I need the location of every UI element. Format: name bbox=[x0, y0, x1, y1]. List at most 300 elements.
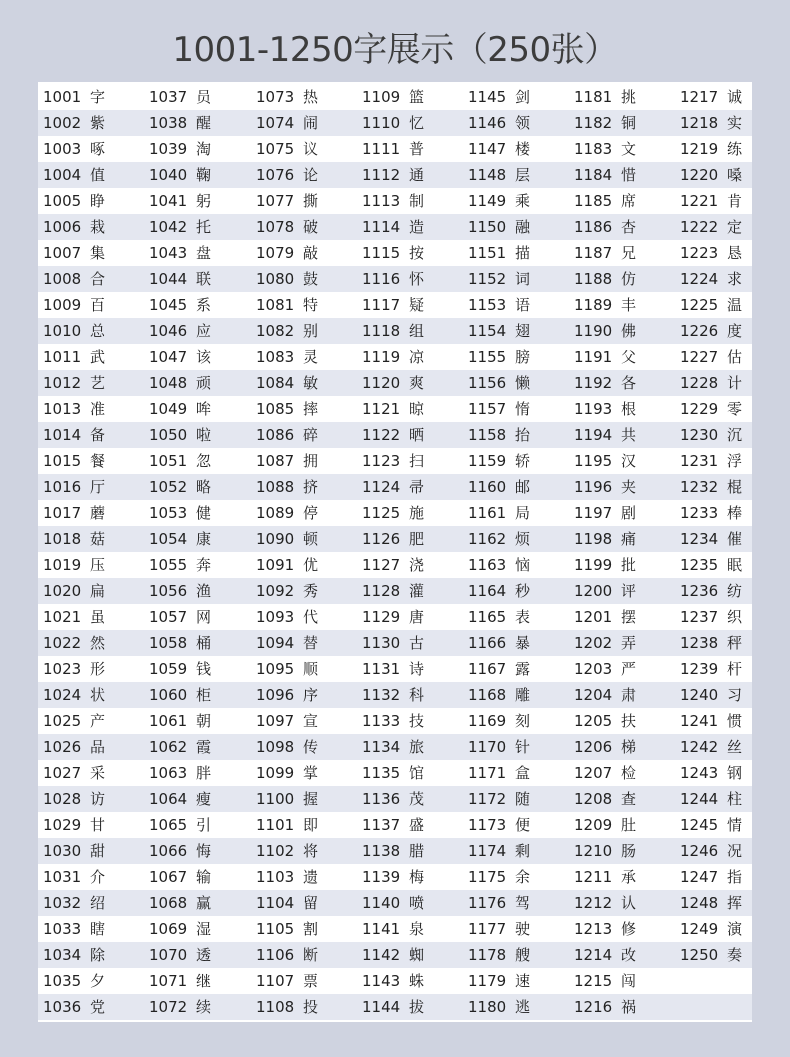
chinese-character: 肯 bbox=[727, 192, 743, 210]
char-number: 1075 bbox=[256, 140, 295, 158]
chinese-character: 续 bbox=[196, 998, 212, 1016]
chinese-character: 热 bbox=[303, 88, 319, 106]
chinese-character: 喷 bbox=[409, 894, 425, 912]
chinese-character: 制 bbox=[409, 192, 425, 210]
chinese-character: 弄 bbox=[621, 634, 637, 652]
char-number: 1226 bbox=[680, 322, 719, 340]
table-row bbox=[38, 942, 752, 968]
char-number: 1036 bbox=[43, 998, 82, 1016]
chinese-character: 逃 bbox=[515, 998, 531, 1016]
char-number: 1152 bbox=[468, 270, 507, 288]
chinese-character: 霞 bbox=[196, 738, 212, 756]
chinese-character: 惜 bbox=[621, 166, 637, 184]
chinese-character: 挤 bbox=[303, 478, 319, 496]
chinese-character: 甜 bbox=[90, 842, 106, 860]
char-number: 1176 bbox=[468, 894, 507, 912]
char-number: 1079 bbox=[256, 244, 295, 262]
char-number: 1107 bbox=[256, 972, 295, 990]
char-number: 1043 bbox=[149, 244, 188, 262]
char-number: 1214 bbox=[574, 946, 613, 964]
char-number: 1072 bbox=[149, 998, 188, 1016]
table-row bbox=[38, 864, 752, 890]
char-number: 1067 bbox=[149, 868, 188, 886]
char-number: 1177 bbox=[468, 920, 507, 938]
chinese-character: 烦 bbox=[515, 530, 531, 548]
table-row bbox=[38, 656, 752, 682]
char-number: 1096 bbox=[256, 686, 295, 704]
char-number: 1119 bbox=[362, 348, 401, 366]
chinese-character: 暴 bbox=[515, 634, 531, 652]
chinese-character: 顿 bbox=[303, 530, 319, 548]
chinese-character: 鞠 bbox=[196, 166, 212, 184]
chinese-character: 代 bbox=[303, 608, 319, 626]
chinese-character: 轿 bbox=[515, 452, 531, 470]
chinese-character: 剧 bbox=[621, 504, 637, 522]
char-number: 1156 bbox=[468, 374, 507, 392]
char-number: 1094 bbox=[256, 634, 295, 652]
chinese-character: 议 bbox=[303, 140, 319, 158]
chinese-character: 普 bbox=[409, 140, 425, 158]
chinese-character: 钢 bbox=[727, 764, 743, 782]
char-number: 1140 bbox=[362, 894, 401, 912]
char-number: 1182 bbox=[574, 114, 613, 132]
char-number: 1197 bbox=[574, 504, 613, 522]
char-number: 1163 bbox=[468, 556, 507, 574]
char-number: 1199 bbox=[574, 556, 613, 574]
char-number: 1201 bbox=[574, 608, 613, 626]
char-number: 1146 bbox=[468, 114, 507, 132]
char-number: 1064 bbox=[149, 790, 188, 808]
char-number: 1019 bbox=[43, 556, 82, 574]
table-row bbox=[38, 370, 752, 396]
char-number: 1126 bbox=[362, 530, 401, 548]
chinese-character: 古 bbox=[409, 634, 425, 652]
chinese-character: 惯 bbox=[727, 712, 743, 730]
char-number: 1098 bbox=[256, 738, 295, 756]
char-number: 1078 bbox=[256, 218, 295, 236]
table-row bbox=[38, 682, 752, 708]
char-number: 1031 bbox=[43, 868, 82, 886]
char-number: 1191 bbox=[574, 348, 613, 366]
chinese-character: 顽 bbox=[196, 374, 212, 392]
chinese-character: 棍 bbox=[727, 478, 743, 496]
char-number: 1007 bbox=[43, 244, 82, 262]
chinese-character: 闯 bbox=[621, 972, 637, 990]
char-number: 1212 bbox=[574, 894, 613, 912]
char-number: 1051 bbox=[149, 452, 188, 470]
char-number: 1129 bbox=[362, 608, 401, 626]
chinese-character: 引 bbox=[196, 816, 212, 834]
chinese-character: 备 bbox=[90, 426, 106, 444]
chinese-character: 剑 bbox=[515, 88, 531, 106]
character-table bbox=[38, 82, 752, 1022]
char-number: 1237 bbox=[680, 608, 719, 626]
chinese-character: 采 bbox=[90, 764, 106, 782]
char-number: 1006 bbox=[43, 218, 82, 236]
chinese-character: 形 bbox=[90, 660, 106, 678]
table-row bbox=[38, 318, 752, 344]
chinese-character: 瞎 bbox=[90, 920, 106, 938]
char-number: 1026 bbox=[43, 738, 82, 756]
chinese-character: 膀 bbox=[515, 348, 531, 366]
table-row bbox=[38, 968, 752, 994]
char-number: 1203 bbox=[574, 660, 613, 678]
chinese-character: 厅 bbox=[90, 478, 106, 496]
chinese-character: 扫 bbox=[409, 452, 425, 470]
char-number: 1039 bbox=[149, 140, 188, 158]
chinese-character: 网 bbox=[196, 608, 212, 626]
char-number: 1153 bbox=[468, 296, 507, 314]
char-number: 1125 bbox=[362, 504, 401, 522]
char-number: 1223 bbox=[680, 244, 719, 262]
char-number: 1225 bbox=[680, 296, 719, 314]
chinese-character: 表 bbox=[515, 608, 531, 626]
chinese-character: 瘦 bbox=[196, 790, 212, 808]
char-number: 1028 bbox=[43, 790, 82, 808]
chinese-character: 棒 bbox=[727, 504, 743, 522]
char-number: 1243 bbox=[680, 764, 719, 782]
chinese-character: 湿 bbox=[196, 920, 212, 938]
char-number: 1179 bbox=[468, 972, 507, 990]
chinese-character: 丝 bbox=[727, 738, 743, 756]
chinese-character: 输 bbox=[196, 868, 212, 886]
chinese-character: 别 bbox=[303, 322, 319, 340]
char-number: 1061 bbox=[149, 712, 188, 730]
char-number: 1030 bbox=[43, 842, 82, 860]
char-number: 1166 bbox=[468, 634, 507, 652]
chinese-character: 计 bbox=[727, 374, 743, 392]
chinese-character: 合 bbox=[90, 270, 106, 288]
char-number: 1001 bbox=[43, 88, 82, 106]
chinese-character: 躬 bbox=[196, 192, 212, 210]
table-row bbox=[38, 292, 752, 318]
char-number: 1230 bbox=[680, 426, 719, 444]
char-number: 1158 bbox=[468, 426, 507, 444]
table-row bbox=[38, 890, 752, 916]
char-number: 1023 bbox=[43, 660, 82, 678]
char-number: 1060 bbox=[149, 686, 188, 704]
char-number: 1128 bbox=[362, 582, 401, 600]
char-number: 1195 bbox=[574, 452, 613, 470]
char-number: 1142 bbox=[362, 946, 401, 964]
char-number: 1227 bbox=[680, 348, 719, 366]
chinese-character: 绍 bbox=[90, 894, 106, 912]
char-number: 1033 bbox=[43, 920, 82, 938]
char-number: 1081 bbox=[256, 296, 295, 314]
char-number: 1192 bbox=[574, 374, 613, 392]
chinese-character: 握 bbox=[303, 790, 319, 808]
chinese-character: 盘 bbox=[196, 244, 212, 262]
char-number: 1175 bbox=[468, 868, 507, 886]
char-number: 1090 bbox=[256, 530, 295, 548]
chinese-character: 状 bbox=[90, 686, 106, 704]
chinese-character: 将 bbox=[303, 842, 319, 860]
char-number: 1149 bbox=[468, 192, 507, 210]
char-number: 1222 bbox=[680, 218, 719, 236]
chinese-character: 投 bbox=[303, 998, 319, 1016]
char-number: 1108 bbox=[256, 998, 295, 1016]
table-row bbox=[38, 630, 752, 656]
chinese-character: 修 bbox=[621, 920, 637, 938]
char-number: 1133 bbox=[362, 712, 401, 730]
char-number: 1012 bbox=[43, 374, 82, 392]
char-number: 1062 bbox=[149, 738, 188, 756]
char-number: 1220 bbox=[680, 166, 719, 184]
chinese-character: 诗 bbox=[409, 660, 425, 678]
chinese-character: 破 bbox=[303, 218, 319, 236]
chinese-character: 餐 bbox=[90, 452, 106, 470]
chinese-character: 啦 bbox=[196, 426, 212, 444]
chinese-character: 晒 bbox=[409, 426, 425, 444]
char-number: 1238 bbox=[680, 634, 719, 652]
chinese-character: 汉 bbox=[621, 452, 637, 470]
chinese-character: 描 bbox=[515, 244, 531, 262]
char-number: 1205 bbox=[574, 712, 613, 730]
chinese-character: 惰 bbox=[515, 400, 531, 418]
chinese-character: 访 bbox=[90, 790, 106, 808]
char-number: 1082 bbox=[256, 322, 295, 340]
char-number: 1024 bbox=[43, 686, 82, 704]
chinese-character: 丰 bbox=[621, 296, 637, 314]
chinese-character: 康 bbox=[196, 530, 212, 548]
chinese-character: 序 bbox=[303, 686, 319, 704]
char-number: 1058 bbox=[149, 634, 188, 652]
chinese-character: 驾 bbox=[515, 894, 531, 912]
chinese-character: 摔 bbox=[303, 400, 319, 418]
chinese-character: 奏 bbox=[727, 946, 743, 964]
char-number: 1135 bbox=[362, 764, 401, 782]
chinese-character: 拥 bbox=[303, 452, 319, 470]
char-number: 1050 bbox=[149, 426, 188, 444]
char-number: 1141 bbox=[362, 920, 401, 938]
char-number: 1103 bbox=[256, 868, 295, 886]
char-number: 1106 bbox=[256, 946, 295, 964]
chinese-character: 梅 bbox=[409, 868, 425, 886]
chinese-character: 品 bbox=[90, 738, 106, 756]
char-number: 1196 bbox=[574, 478, 613, 496]
char-number: 1234 bbox=[680, 530, 719, 548]
chinese-character: 杆 bbox=[727, 660, 743, 678]
chinese-character: 略 bbox=[196, 478, 212, 496]
chinese-character: 系 bbox=[196, 296, 212, 314]
chinese-character: 组 bbox=[409, 322, 425, 340]
chinese-character: 纺 bbox=[727, 582, 743, 600]
chinese-character: 词 bbox=[515, 270, 531, 288]
chinese-character: 随 bbox=[515, 790, 531, 808]
table-row bbox=[38, 916, 752, 942]
chinese-character: 语 bbox=[515, 296, 531, 314]
table-row bbox=[38, 474, 752, 500]
char-number: 1121 bbox=[362, 400, 401, 418]
char-number: 1148 bbox=[468, 166, 507, 184]
chinese-character: 泉 bbox=[409, 920, 425, 938]
table-row bbox=[38, 188, 752, 214]
char-number: 1009 bbox=[43, 296, 82, 314]
char-number: 1013 bbox=[43, 400, 82, 418]
char-number: 1247 bbox=[680, 868, 719, 886]
char-number: 1018 bbox=[43, 530, 82, 548]
char-number: 1077 bbox=[256, 192, 295, 210]
chinese-character: 腊 bbox=[409, 842, 425, 860]
chinese-character: 通 bbox=[409, 166, 425, 184]
chinese-character: 健 bbox=[196, 504, 212, 522]
chinese-character: 准 bbox=[90, 400, 106, 418]
char-number: 1027 bbox=[43, 764, 82, 782]
chinese-character: 习 bbox=[727, 686, 743, 704]
char-number: 1112 bbox=[362, 166, 401, 184]
char-number: 1164 bbox=[468, 582, 507, 600]
table-row bbox=[38, 344, 752, 370]
chinese-character: 况 bbox=[727, 842, 743, 860]
chinese-character: 求 bbox=[727, 270, 743, 288]
char-number: 1249 bbox=[680, 920, 719, 938]
char-number: 1139 bbox=[362, 868, 401, 886]
chinese-character: 刻 bbox=[515, 712, 531, 730]
chinese-character: 秀 bbox=[303, 582, 319, 600]
char-number: 1041 bbox=[149, 192, 188, 210]
chinese-character: 兄 bbox=[621, 244, 637, 262]
char-number: 1171 bbox=[468, 764, 507, 782]
char-number: 1206 bbox=[574, 738, 613, 756]
chinese-character: 总 bbox=[90, 322, 106, 340]
char-number: 1025 bbox=[43, 712, 82, 730]
chinese-character: 帚 bbox=[409, 478, 425, 496]
char-number: 1216 bbox=[574, 998, 613, 1016]
char-number: 1173 bbox=[468, 816, 507, 834]
chinese-character: 睁 bbox=[90, 192, 106, 210]
char-number: 1074 bbox=[256, 114, 295, 132]
chinese-character: 秤 bbox=[727, 634, 743, 652]
chinese-character: 特 bbox=[303, 296, 319, 314]
char-number: 1063 bbox=[149, 764, 188, 782]
char-number: 1184 bbox=[574, 166, 613, 184]
chinese-character: 祸 bbox=[621, 998, 637, 1016]
char-number: 1086 bbox=[256, 426, 295, 444]
char-number: 1095 bbox=[256, 660, 295, 678]
char-number: 1159 bbox=[468, 452, 507, 470]
char-number: 1034 bbox=[43, 946, 82, 964]
chinese-character: 零 bbox=[727, 400, 743, 418]
char-number: 1172 bbox=[468, 790, 507, 808]
chinese-character: 蜘 bbox=[409, 946, 425, 964]
chinese-character: 盒 bbox=[515, 764, 531, 782]
char-number: 1068 bbox=[149, 894, 188, 912]
char-number: 1032 bbox=[43, 894, 82, 912]
chinese-character: 忽 bbox=[196, 452, 212, 470]
chinese-character: 文 bbox=[621, 140, 637, 158]
chinese-character: 继 bbox=[196, 972, 212, 990]
chinese-character: 肃 bbox=[621, 686, 637, 704]
char-number: 1233 bbox=[680, 504, 719, 522]
char-number: 1235 bbox=[680, 556, 719, 574]
char-number: 1016 bbox=[43, 478, 82, 496]
char-number: 1151 bbox=[468, 244, 507, 262]
char-number: 1042 bbox=[149, 218, 188, 236]
chinese-character: 闹 bbox=[303, 114, 319, 132]
char-number: 1038 bbox=[149, 114, 188, 132]
char-number: 1131 bbox=[362, 660, 401, 678]
char-number: 1045 bbox=[149, 296, 188, 314]
chinese-character: 痛 bbox=[621, 530, 637, 548]
char-number: 1137 bbox=[362, 816, 401, 834]
chinese-character: 淘 bbox=[196, 140, 212, 158]
chinese-character: 柱 bbox=[727, 790, 743, 808]
chinese-character: 温 bbox=[727, 296, 743, 314]
char-number: 1189 bbox=[574, 296, 613, 314]
table-row bbox=[38, 266, 752, 292]
chinese-character: 栽 bbox=[90, 218, 106, 236]
chinese-character: 便 bbox=[515, 816, 531, 834]
char-number: 1124 bbox=[362, 478, 401, 496]
chinese-character: 艺 bbox=[90, 374, 106, 392]
table-row bbox=[38, 994, 752, 1020]
chinese-character: 宣 bbox=[303, 712, 319, 730]
chinese-character: 停 bbox=[303, 504, 319, 522]
char-number: 1185 bbox=[574, 192, 613, 210]
char-number: 1217 bbox=[680, 88, 719, 106]
char-number: 1087 bbox=[256, 452, 295, 470]
chinese-character: 指 bbox=[727, 868, 743, 886]
char-number: 1183 bbox=[574, 140, 613, 158]
chinese-character: 除 bbox=[90, 946, 106, 964]
chinese-character: 灌 bbox=[409, 582, 425, 600]
char-number: 1101 bbox=[256, 816, 295, 834]
chinese-character: 产 bbox=[90, 712, 106, 730]
char-number: 1208 bbox=[574, 790, 613, 808]
chinese-character: 演 bbox=[727, 920, 743, 938]
char-number: 1136 bbox=[362, 790, 401, 808]
char-number: 1240 bbox=[680, 686, 719, 704]
chinese-character: 根 bbox=[621, 400, 637, 418]
chinese-character: 钱 bbox=[196, 660, 212, 678]
char-number: 1200 bbox=[574, 582, 613, 600]
char-number: 1056 bbox=[149, 582, 188, 600]
table-row bbox=[38, 240, 752, 266]
table-row bbox=[38, 604, 752, 630]
chinese-character: 悔 bbox=[196, 842, 212, 860]
char-number: 1053 bbox=[149, 504, 188, 522]
table-row bbox=[38, 84, 752, 110]
chinese-character: 各 bbox=[621, 374, 637, 392]
chinese-character: 然 bbox=[90, 634, 106, 652]
char-number: 1046 bbox=[149, 322, 188, 340]
chinese-character: 旅 bbox=[409, 738, 425, 756]
chinese-character: 爽 bbox=[409, 374, 425, 392]
char-number: 1065 bbox=[149, 816, 188, 834]
chinese-character: 认 bbox=[621, 894, 637, 912]
chinese-character: 懒 bbox=[515, 374, 531, 392]
char-number: 1105 bbox=[256, 920, 295, 938]
chinese-character: 鼓 bbox=[303, 270, 319, 288]
chinese-character: 恼 bbox=[515, 556, 531, 574]
chinese-character: 改 bbox=[621, 946, 637, 964]
chinese-character: 秒 bbox=[515, 582, 531, 600]
chinese-character: 撕 bbox=[303, 192, 319, 210]
chinese-character: 留 bbox=[303, 894, 319, 912]
chinese-character: 眠 bbox=[727, 556, 743, 574]
char-number: 1147 bbox=[468, 140, 507, 158]
char-number: 1054 bbox=[149, 530, 188, 548]
char-number: 1022 bbox=[43, 634, 82, 652]
chinese-character: 技 bbox=[409, 712, 425, 730]
char-number: 1120 bbox=[362, 374, 401, 392]
char-number: 1204 bbox=[574, 686, 613, 704]
chinese-character: 票 bbox=[303, 972, 319, 990]
chinese-character: 肥 bbox=[409, 530, 425, 548]
chinese-character: 速 bbox=[515, 972, 531, 990]
chinese-character: 挥 bbox=[727, 894, 743, 912]
char-number: 1130 bbox=[362, 634, 401, 652]
